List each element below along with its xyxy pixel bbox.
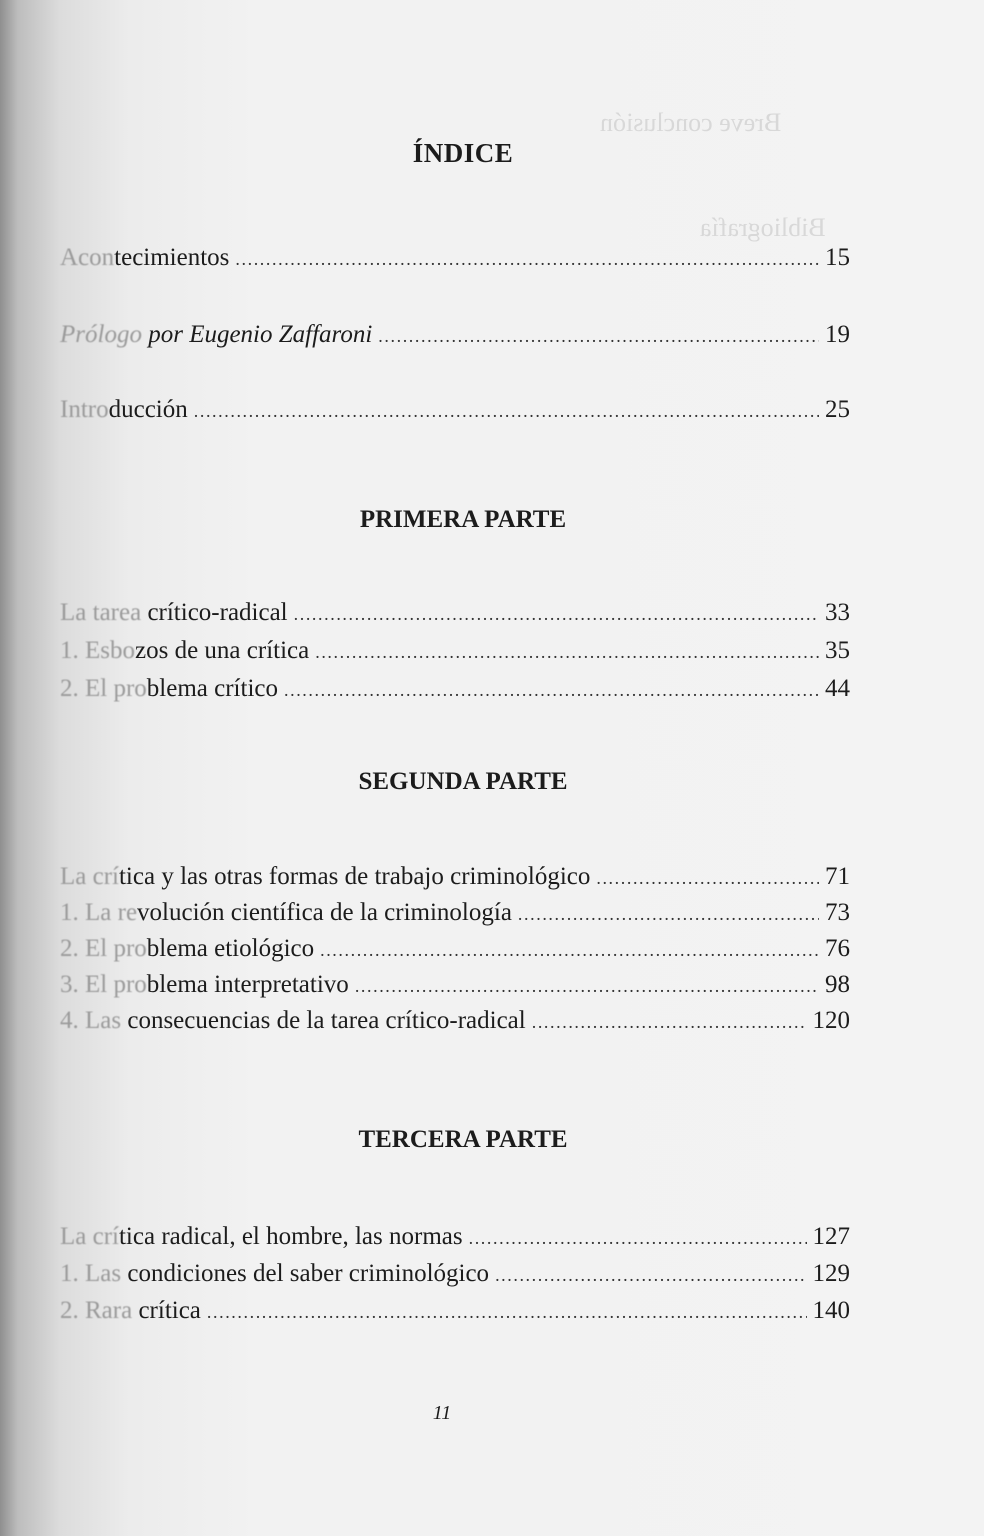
leader-dots bbox=[518, 899, 819, 929]
leader-dots bbox=[378, 321, 819, 351]
toc-entry[interactable] bbox=[60, 1296, 850, 1327]
bleed-through-text: Breve conclusión bbox=[600, 108, 782, 137]
toc-entry-page: 140 bbox=[812, 1297, 850, 1324]
toc-entry-page: 44 bbox=[825, 675, 850, 702]
toc-entry-page: 15 bbox=[825, 244, 850, 271]
toc-entry-page: 129 bbox=[812, 1260, 850, 1287]
part-heading: PRIMERA PARTE bbox=[359, 506, 567, 533]
toc-entry-label: 2. El problema crítico bbox=[60, 675, 278, 702]
toc-entry-label: La crítica radical, el hombre, las normas bbox=[60, 1223, 463, 1250]
toc-entry-label: 2. Rara crítica bbox=[60, 1297, 201, 1324]
toc-entry[interactable] bbox=[60, 1222, 850, 1253]
page-number: 11 bbox=[432, 1402, 452, 1424]
toc-entry[interactable] bbox=[60, 636, 850, 667]
part-heading: TERCERA PARTE bbox=[358, 1126, 568, 1153]
toc-entry-page: 127 bbox=[812, 1223, 850, 1250]
toc-entry-label: Acontecimientos bbox=[60, 244, 230, 271]
toc-entry-page: 73 bbox=[825, 899, 850, 926]
toc-entry[interactable] bbox=[60, 1006, 850, 1037]
toc-entry[interactable] bbox=[60, 934, 850, 965]
bleed-through-text: Bibliografía bbox=[700, 213, 826, 242]
toc-entry-page: 33 bbox=[825, 599, 850, 626]
leader-dots bbox=[469, 1223, 807, 1253]
toc-entry-page: 76 bbox=[825, 935, 850, 962]
page-title: ÍNDICE bbox=[412, 138, 514, 168]
toc-entry-label: Prólogo por Eugenio Zaffaroni bbox=[60, 321, 373, 348]
toc-entry-page: 25 bbox=[825, 396, 850, 423]
toc-entry[interactable] bbox=[60, 320, 850, 351]
toc-entry-label: 1. Las condiciones del saber criminológico bbox=[60, 1260, 490, 1287]
toc-entry-label: La tarea crítico-radical bbox=[60, 599, 288, 626]
toc-entry-label: 2. El problema etiológico bbox=[60, 935, 315, 962]
toc-entry-label: La crítica y las otras formas de trabajo criminológico bbox=[60, 863, 591, 890]
leader-dots bbox=[194, 396, 819, 426]
part-heading: SEGUNDA PARTE bbox=[358, 768, 568, 795]
leader-dots bbox=[532, 1007, 807, 1037]
leader-dots bbox=[207, 1297, 807, 1327]
toc-entry-label: 3. El problema interpretativo bbox=[60, 971, 349, 998]
leader-dots bbox=[284, 675, 819, 705]
leader-dots bbox=[294, 599, 819, 629]
toc-entry[interactable] bbox=[60, 970, 850, 1001]
toc-entry-label: 1. La revolución científica de la criminología bbox=[60, 899, 512, 926]
toc-entry[interactable] bbox=[60, 1259, 850, 1290]
toc-entry[interactable] bbox=[60, 598, 850, 629]
toc-entry-page: 71 bbox=[825, 863, 850, 890]
toc-entry-label: 1. Esbozos de una crítica bbox=[60, 637, 310, 664]
toc-entry-page: 35 bbox=[825, 637, 850, 664]
toc-entry[interactable] bbox=[60, 243, 850, 274]
leader-dots bbox=[235, 244, 819, 274]
leader-dots bbox=[596, 863, 819, 893]
toc-entry[interactable] bbox=[60, 898, 850, 929]
leader-dots bbox=[315, 637, 819, 667]
toc-entry-label: Introducción bbox=[60, 396, 188, 423]
leader-dots bbox=[355, 971, 819, 1001]
toc-entry-page: 19 bbox=[825, 321, 850, 348]
toc-entry[interactable] bbox=[60, 395, 850, 426]
toc-entry-page: 120 bbox=[812, 1007, 850, 1034]
toc-entry-label: 4. Las consecuencias de la tarea crítico-radical bbox=[60, 1007, 526, 1034]
toc-entry-page: 98 bbox=[825, 971, 850, 998]
toc-entry[interactable] bbox=[60, 674, 850, 705]
leader-dots bbox=[320, 935, 819, 965]
leader-dots bbox=[495, 1260, 806, 1290]
toc-entry[interactable] bbox=[60, 862, 850, 893]
